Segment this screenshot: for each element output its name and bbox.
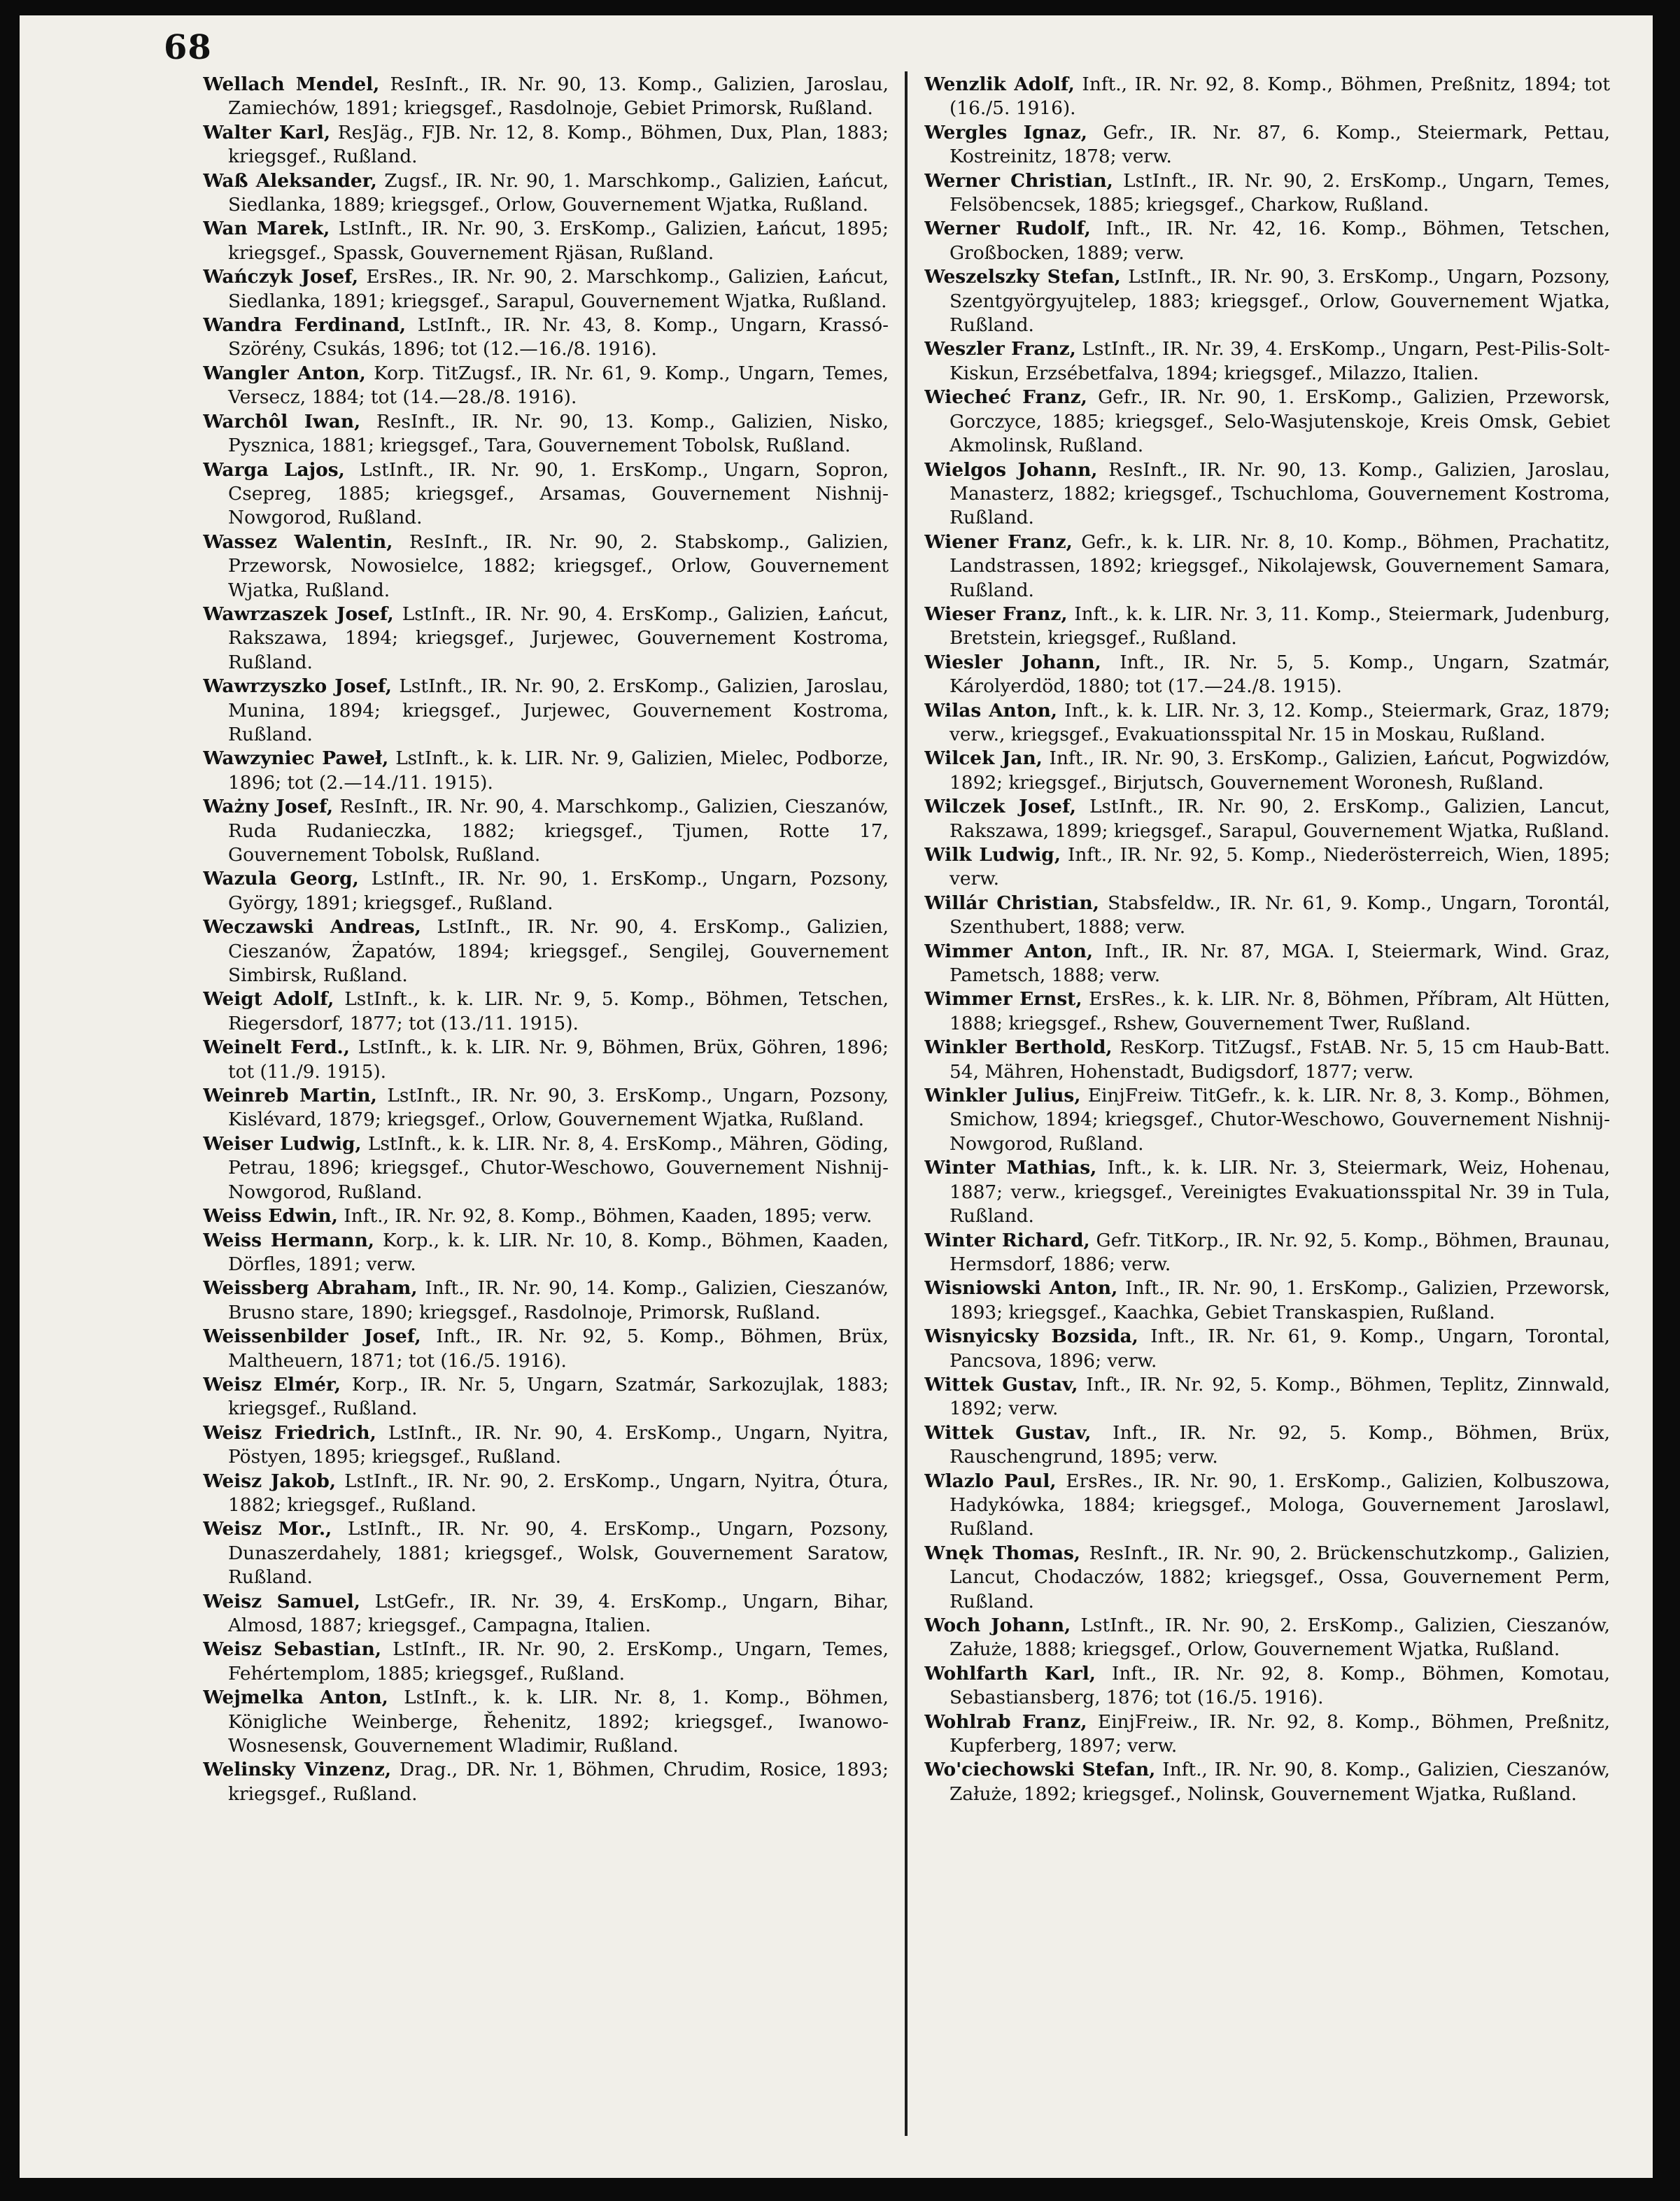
register-entry — [924, 1325, 1610, 1373]
entry-details: Inft., IR. Nr. 92, 5. Komp., Böhmen, Brüx, Rauschengrund, 1895; verw. — [950, 1421, 1610, 1468]
entry-name: Weiss Hermann, — [203, 1229, 374, 1251]
entry-name: Winter Mathias, — [924, 1157, 1097, 1179]
entry-name: Warga Lajos, — [203, 458, 345, 481]
register-entry — [203, 1686, 889, 1758]
right-column — [924, 73, 1610, 2137]
register-entry — [924, 843, 1610, 892]
entry-name: Weinelt Ferd., — [203, 1036, 350, 1059]
entry-name: Weigt Adolf, — [203, 988, 334, 1011]
register-entry — [203, 217, 889, 265]
entry-name: Weiss Edwin, — [203, 1205, 338, 1228]
entry-name: Waß Aleksander, — [203, 169, 377, 192]
entry-name: Wejmelka Anton, — [203, 1687, 388, 1709]
register-entry — [924, 458, 1610, 530]
entry-name: Ważny Josef, — [203, 796, 334, 818]
entry-details: LstInft., IR. Nr. 90, 2. ErsKomp., Galizien, Lancut, Rakszawa, 1899; kriegsgef., Sarapul, Gouvernement Wjatka, Rußland. — [950, 796, 1610, 842]
register-entry — [924, 265, 1610, 337]
register-entry — [203, 603, 889, 675]
entry-name: Winter Richard, — [924, 1229, 1090, 1251]
entry-name: Wiecheć Franz, — [924, 386, 1087, 409]
register-entry — [203, 169, 889, 218]
entry-details: Inft., IR. Nr. 90, 1. ErsKomp., Galizien, Przeworsk, 1893; kriegsgef., Kaachka, Gebiet Transkaspien, Rußland. — [950, 1277, 1610, 1323]
register-entry — [203, 1470, 889, 1518]
register-entry — [924, 1542, 1610, 1614]
entry-details: Inft., IR. Nr. 92, 5. Komp., Böhmen, Teplitz, Zinnwald, 1892; verw. — [950, 1373, 1610, 1420]
entry-details: Gefr., IR. Nr. 90, 1. ErsKomp., Galizien, Przeworsk, Gorczyce, 1885; kriegsgef., Selo-Wasjutenskoje, Kreis Omsk, Gebiet Akmolinsk, Rußland. — [950, 386, 1610, 457]
entry-details: Inft., IR. Nr. 42, 16. Komp., Böhmen, Tetschen, Großbocken, 1889; verw. — [950, 218, 1610, 264]
entry-name: Weisz Sebastian, — [203, 1638, 382, 1661]
register-entry — [924, 337, 1610, 386]
entry-details: Inft., IR. Nr. 90, 3. ErsKomp., Galizien, Łańcut, Pogwizdów, 1892; kriegsgef., Birjutsch, Gouvernement Woronesh, Rußland. — [950, 747, 1610, 794]
column-divider — [905, 71, 908, 2136]
entry-name: Wilas Anton, — [924, 699, 1057, 722]
register-entry — [924, 217, 1610, 265]
register-entry — [203, 458, 889, 530]
register-entry — [203, 265, 889, 314]
entry-details: ResInft., IR. Nr. 90, 2. Stabskomp., Galizien, Przeworsk, Nowosielce, 1882; kriegsgef., Orlow, Gouvernement Wjatka, Rußland. — [228, 530, 889, 601]
entry-name: Wielgos Johann, — [924, 458, 1098, 481]
register-entry — [924, 1156, 1610, 1228]
entry-details: Korp. TitZugsf., IR. Nr. 61, 9. Komp., Ungarn, Temes, Versecz, 1884; tot (14.—28./8. 1916). — [228, 362, 889, 409]
entry-details: LstInft., k. k. LIR. Nr. 9, Galizien, Mielec, Podborze, 1896; tot (2.—14./11. 1915). — [228, 747, 889, 794]
entry-name: Winkler Julius, — [924, 1085, 1081, 1107]
register-entry — [203, 410, 889, 458]
entry-name: Winkler Berthold, — [924, 1036, 1113, 1059]
register-entry — [203, 1229, 889, 1277]
register-entry — [203, 1325, 889, 1373]
entry-name: Wisniowski Anton, — [924, 1277, 1118, 1300]
entry-name: Wnęk Thomas, — [924, 1542, 1080, 1564]
entry-details: ErsRes., IR. Nr. 90, 1. ErsKomp., Galizien, Kolbuszowa, Hadykówka, 1884; kriegsgef., Mologa, Gouvernement Jaroslawl, Rußland. — [950, 1470, 1610, 1540]
entry-details: Inft., k. k. LIR. Nr. 3, 12. Komp., Steiermark, Graz, 1879; verw., kriegsgef., Evakuationsspital Nr. 15 in Moskau, Rußland. — [950, 699, 1610, 745]
register-entry — [924, 1710, 1610, 1759]
entry-details: Korp., IR. Nr. 5, Ungarn, Szatmár, Sarkozujlak, 1883; kriegsgef., Rußland. — [228, 1373, 889, 1420]
entry-name: Wimmer Anton, — [924, 940, 1094, 962]
entry-details: LstInft., IR. Nr. 90, 1. ErsKomp., Ungarn, Sopron, Csepreg, 1885; kriegsgef., Arsamas, Gouvernement Nishnij-Nowgorod, Rußland. — [228, 458, 889, 529]
entry-details: Inft., IR. Nr. 90, 14. Komp., Galizien, Cieszanów, Brusno stare, 1890; kriegsgef., Rasdolnoje, Primorsk, Rußland. — [228, 1277, 889, 1323]
entry-details: LstInft., IR. Nr. 43, 8. Komp., Ungarn, Krassó-Szörény, Csukás, 1896; tot (12.—16./8. 1916). — [228, 314, 889, 360]
entry-name: Wo'ciechowski Stefan, — [924, 1759, 1156, 1781]
entry-details: ResInft., IR. Nr. 90, 4. Marschkomp., Galizien, Cieszanów, Ruda Rudanieczka, 1882; kriegsgef., Tjumen, Rotte 17, Gouvernement Tobolsk, Rußland. — [228, 796, 889, 866]
register-entry — [203, 1638, 889, 1686]
entry-details: Korp., k. k. LIR. Nr. 10, 8. Komp., Böhmen, Kaaden, Dörfles, 1891; verw. — [228, 1229, 889, 1275]
register-entry — [203, 1084, 889, 1132]
register-entry — [203, 73, 889, 121]
entry-name: Woch Johann, — [924, 1615, 1071, 1636]
register-entry — [203, 1758, 889, 1806]
entry-name: Wazula Georg, — [203, 868, 359, 890]
register-entry — [924, 73, 1610, 121]
entry-name: Wawrzyszko Josef, — [203, 675, 392, 698]
entry-details: LstInft., IR. Nr. 90, 1. ErsKomp., Ungarn, Pozsony, György, 1891; kriegsgef., Rußland. — [228, 868, 889, 914]
entry-details: ResInft., IR. Nr. 90, 13. Komp., Galizien, Jaroslau, Zamiechów, 1891; kriegsgef., Rasdolnoje, Gebiet Primorsk, Rußland. — [228, 73, 889, 120]
register-entry — [924, 651, 1610, 699]
register-entry — [924, 892, 1610, 940]
entry-details: ResKorp. TitZugsf., FstAB. Nr. 5, 15 cm Haub-Batt. 54, Mähren, Hohenstadt, Budigsdorf, 1877; verw. — [950, 1036, 1610, 1083]
register-entry — [203, 530, 889, 603]
register-entry — [924, 699, 1610, 747]
entry-details: Inft., IR. Nr. 92, 5. Komp., Niederösterreich, Wien, 1895; verw. — [950, 844, 1610, 890]
entry-name: Weisz Friedrich, — [203, 1421, 376, 1444]
entry-details: ResJäg., FJB. Nr. 12, 8. Komp., Böhmen, Dux, Plan, 1883; kriegsgef., Rußland. — [228, 121, 889, 168]
register-entry — [203, 915, 889, 987]
entry-name: Werner Rudolf, — [924, 218, 1091, 240]
entry-details: Gefr., k. k. LIR. Nr. 8, 10. Komp., Böhmen, Prachatitz, Landstrassen, 1892; kriegsgef., Nikolajewsk, Gouvernement Samara, Rußland. — [950, 530, 1610, 601]
register-entry — [924, 386, 1610, 458]
entry-name: Wenzlik Adolf, — [924, 73, 1075, 95]
entry-details: LstInft., k. k. LIR. Nr. 9, Böhmen, Brüx, Göhren, 1896; tot (11./9. 1915). — [228, 1036, 889, 1083]
register-entry — [924, 1758, 1610, 1806]
register-entry — [203, 1421, 889, 1470]
register-entry — [924, 1036, 1610, 1084]
register-entry — [924, 1662, 1610, 1710]
register-entry — [924, 121, 1610, 169]
register-entry — [203, 1204, 889, 1228]
entry-details: Inft., IR. Nr. 92, 8. Komp., Böhmen, Preßnitz, 1894; tot (16./5. 1916). — [950, 73, 1610, 120]
entry-details: LstInft., k. k. LIR. Nr. 9, 5. Komp., Böhmen, Tetschen, Riegersdorf, 1877; tot (13./11. 1915). — [228, 988, 889, 1034]
document-page — [20, 15, 1653, 2178]
entry-name: Wlazlo Paul, — [924, 1470, 1057, 1492]
entry-details: Inft., IR. Nr. 92, 8. Komp., Böhmen, Kaaden, 1895; verw. — [337, 1205, 873, 1228]
entry-name: Weisz Samuel, — [203, 1590, 360, 1612]
register-entry — [203, 675, 889, 747]
entry-details: EinjFreiw., IR. Nr. 92, 8. Komp., Böhmen, Preßnitz, Kupferberg, 1897; verw. — [950, 1710, 1610, 1757]
page-number: 68 — [164, 28, 212, 67]
entry-name: Weszelszky Stefan, — [924, 266, 1121, 288]
entry-name: Wilcek Jan, — [924, 747, 1043, 770]
entry-name: Wisnyicsky Bozsida, — [924, 1325, 1138, 1348]
entry-name: Wassez Walentin, — [203, 530, 393, 553]
entry-details: LstGefr., IR. Nr. 39, 4. ErsKomp., Ungarn, Bihar, Almosd, 1887; kriegsgef., Campagna, Italien. — [228, 1590, 889, 1636]
entry-details: LstInft., IR. Nr. 90, 2. ErsKomp., Galizien, Cieszanów, Załuże, 1888; kriegsgef., Orlow, Gouvernement Wjatka, Rußland. — [950, 1615, 1610, 1661]
register-entry — [203, 121, 889, 169]
register-entry — [203, 1277, 889, 1325]
entry-details: LstInft., IR. Nr. 90, 3. ErsKomp., Galizien, Łańcut, 1895; kriegsgef., Spassk, Gouvernement Rjäsan, Rußland. — [228, 218, 889, 264]
entry-details: ErsRes., k. k. LIR. Nr. 8, Böhmen, Příbram, Alt Hütten, 1888; kriegsgef., Rshew, Gouvernement Twer, Rußland. — [950, 988, 1610, 1034]
entry-name: Welinsky Vinzenz, — [203, 1759, 392, 1781]
register-entry — [924, 1229, 1610, 1277]
entry-details: LstInft., IR. Nr. 90, 2. ErsKomp., Galizien, Jaroslau, Munina, 1894; kriegsgef., Jurjewec, Gouvernement Kostroma, Rußland. — [228, 675, 889, 745]
register-entry — [924, 1277, 1610, 1325]
entry-name: Wittek Gustav, — [924, 1373, 1078, 1395]
entry-details: Inft., IR. Nr. 87, MGA. I, Steiermark, Wind. Graz, Pametsch, 1888; verw. — [950, 940, 1610, 987]
entry-name: Wiener Franz, — [924, 530, 1073, 553]
entry-details: ResInft., IR. Nr. 90, 13. Komp., Galizien, Jaroslau, Manasterz, 1882; kriegsgef., Tschuchloma, Gouvernement Kostroma, Rußland. — [950, 458, 1610, 529]
entry-details: Inft., IR. Nr. 61, 9. Komp., Ungarn, Torontal, Pancsova, 1896; verw. — [950, 1325, 1610, 1372]
entry-details: LstInft., k. k. LIR. Nr. 8, 4. ErsKomp., Mähren, Göding, Petrau, 1896; kriegsgef., Chutor-Weschowo, Gouvernement Nishnij-Nowgorod, Rußland. — [228, 1132, 889, 1203]
entry-details: Gefr. TitKorp., IR. Nr. 92, 5. Komp., Böhmen, Braunau, Hermsdorf, 1886; verw. — [950, 1229, 1610, 1275]
entry-name: Wergles Ignaz, — [924, 121, 1087, 143]
entry-name: Willár Christian, — [924, 892, 1099, 914]
register-entry — [203, 1517, 889, 1589]
entry-name: Warchôl Iwan, — [203, 410, 361, 433]
entry-name: Wohlfarth Karl, — [924, 1662, 1096, 1685]
entry-name: Weisz Mor., — [203, 1518, 332, 1540]
entry-details: LstInft., IR. Nr. 39, 4. ErsKomp., Ungarn, Pest-Pilis-Solt-Kiskun, Erzsébetfalva, 1894; kriegsgef., Milazzo, Italien. — [950, 338, 1610, 384]
entry-details: Inft., IR. Nr. 92, 5. Komp., Böhmen, Brüx, Maltheuern, 1871; tot (16./5. 1916). — [228, 1325, 889, 1372]
entry-name: Wańczyk Josef, — [203, 266, 359, 288]
register-entry — [203, 1590, 889, 1638]
entry-details: Inft., IR. Nr. 90, 8. Komp., Galizien, Cieszanów, Załuże, 1892; kriegsgef., Nolinsk, Gouvernement Wjatka, Rußland. — [950, 1759, 1610, 1805]
entry-name: Weisz Jakob, — [203, 1470, 337, 1492]
entry-details: ResInft., IR. Nr. 90, 2. Brückenschutzkomp., Galizien, Lancut, Chodaczów, 1882; kriegsgef., Ossa, Gouvernement Perm, Rußland. — [950, 1542, 1610, 1612]
entry-details: Zugsf., IR. Nr. 90, 1. Marschkomp., Galizien, Łańcut, Siedlanka, 1889; kriegsgef., Orlow, Gouvernement Wjatka, Rußland. — [228, 169, 889, 216]
entry-name: Wellach Mendel, — [203, 73, 380, 95]
entry-name: Weczawski Andreas, — [203, 916, 421, 938]
register-entry — [203, 362, 889, 410]
register-entry — [924, 795, 1610, 843]
register-entry — [924, 603, 1610, 651]
register-entry — [924, 940, 1610, 988]
register-entry — [203, 1373, 889, 1421]
entry-details: Inft., k. k. LIR. Nr. 3, Steiermark, Weiz, Hohenau, 1887; verw., kriegsgef., Vereinigtes Evakuationsspital Nr. 39 in Tula, Rußland. — [950, 1157, 1610, 1228]
register-entry — [924, 530, 1610, 603]
entry-name: Weszler Franz, — [924, 338, 1076, 360]
entry-name: Weinreb Martin, — [203, 1085, 377, 1107]
entry-details: ErsRes., IR. Nr. 90, 2. Marschkomp., Galizien, Łańcut, Siedlanka, 1891; kriegsgef., Sarapul, Gouvernement Wjatka, Rußland. — [228, 266, 889, 312]
entry-name: Weissenbilder Josef, — [203, 1325, 421, 1348]
entry-name: Wiesler Johann, — [924, 651, 1101, 673]
entry-name: Wohlrab Franz, — [924, 1710, 1087, 1733]
entry-details: LstInft., IR. Nr. 90, 4. ErsKomp., Galizien, Łańcut, Rakszawa, 1894; kriegsgef., Jurjewec, Gouvernement Kostroma, Rußland. — [228, 603, 889, 673]
register-entry — [924, 987, 1610, 1036]
entry-name: Wilczek Josef, — [924, 796, 1076, 818]
register-entry — [924, 1084, 1610, 1156]
entry-name: Wawzyniec Paweł, — [203, 747, 389, 770]
register-entry — [203, 1036, 889, 1084]
entry-details: Inft., IR. Nr. 5, 5. Komp., Ungarn, Szatmár, Károlyerdöd, 1880; tot (17.—24./8. 1915). — [950, 651, 1610, 698]
entry-details: Inft., IR. Nr. 92, 8. Komp., Böhmen, Komotau, Sebastiansberg, 1876; tot (16./5. 1916). — [950, 1662, 1610, 1709]
left-column — [203, 73, 889, 2137]
entry-details: Inft., k. k. LIR. Nr. 3, 11. Komp., Steiermark, Judenburg, Bretstein, kriegsgef., Rußland. — [950, 603, 1610, 649]
entry-name: Wandra Ferdinand, — [203, 314, 407, 337]
register-entry — [203, 314, 889, 362]
entry-name: Wan Marek, — [203, 218, 330, 240]
entry-details: LstInft., IR. Nr. 90, 2. ErsKomp., Ungarn, Nyitra, Ótura, 1882; kriegsgef., Rußland. — [228, 1470, 889, 1516]
entry-name: Weisz Elmér, — [203, 1373, 341, 1395]
register-entry — [924, 1421, 1610, 1470]
entry-name: Wilk Ludwig, — [924, 844, 1061, 866]
entry-name: Wieser Franz, — [924, 603, 1068, 625]
entry-name: Wimmer Ernst, — [924, 988, 1082, 1011]
entry-name: Wawrzaszek Josef, — [203, 603, 394, 625]
register-entry — [203, 1132, 889, 1204]
register-entry — [924, 1470, 1610, 1542]
entry-details: LstInft., k. k. LIR. Nr. 8, 1. Komp., Böhmen, Königliche Weinberge, Řehenitz, 1892; kriegsgef., Iwanowo-Wosnesensk, Gouvernement Wladimir, Rußland. — [228, 1687, 889, 1757]
entry-details: LstInft., IR. Nr. 90, 4. ErsKomp., Ungarn, Pozsony, Dunaszerdahely, 1881; kriegsgef., Wolsk, Gouvernement Saratow, Rußland. — [228, 1518, 889, 1589]
entry-name: Wittek Gustav, — [924, 1421, 1092, 1444]
register-entry — [203, 867, 889, 915]
entry-details: LstInft., IR. Nr. 90, 2. ErsKomp., Ungarn, Temes, Fehértemplom, 1885; kriegsgef., Rußland. — [228, 1638, 889, 1685]
entry-details: ResInft., IR. Nr. 90, 13. Komp., Galizien, Nisko, Pysznica, 1881; kriegsgef., Tara, Gouvernement Tobolsk, Rußland. — [228, 410, 889, 457]
entry-details: LstInft., IR. Nr. 90, 2. ErsKomp., Ungarn, Temes, Felsöbencsek, 1885; kriegsgef., Charkow, Rußland. — [950, 169, 1610, 216]
entry-details: Stabsfeldw., IR. Nr. 61, 9. Komp., Ungarn, Torontál, Szenthubert, 1888; verw. — [950, 892, 1610, 938]
register-entry — [924, 169, 1610, 218]
entry-details: LstInft., IR. Nr. 90, 4. ErsKomp., Galizien, Cieszanów, Żapatów, 1894; kriegsgef., Sengilej, Gouvernement Simbirsk, Rußland. — [228, 916, 889, 987]
entry-details: Drag., DR. Nr. 1, Böhmen, Chrudim, Rosice, 1893; kriegsgef., Rußland. — [228, 1759, 889, 1805]
entry-details: LstInft., IR. Nr. 90, 4. ErsKomp., Ungarn, Nyitra, Pöstyen, 1895; kriegsgef., Rußland. — [228, 1421, 889, 1468]
entry-details: LstInft., IR. Nr. 90, 3. ErsKomp., Ungarn, Pozsony, Kislévard, 1879; kriegsgef., Orlow, Gouvernement Wjatka, Rußland. — [228, 1085, 889, 1131]
register-entry — [203, 747, 889, 795]
entry-name: Werner Christian, — [924, 169, 1113, 192]
entry-name: Wangler Anton, — [203, 362, 366, 384]
entry-details: Gefr., IR. Nr. 87, 6. Komp., Steiermark, Pettau, Kostreinitz, 1878; verw. — [950, 121, 1610, 168]
entry-name: Walter Karl, — [203, 121, 331, 143]
entry-name: Weiser Ludwig, — [203, 1132, 362, 1155]
entry-details: EinjFreiw. TitGefr., k. k. LIR. Nr. 8, 3. Komp., Böhmen, Smichow, 1894; kriegsgef., Chutor-Weschowo, Gouvernement Nishnij-Nowgorod, Rußland. — [950, 1085, 1610, 1155]
register-entry — [924, 1373, 1610, 1421]
entry-name: Weissberg Abraham, — [203, 1277, 418, 1300]
register-entry — [924, 1614, 1610, 1662]
register-entry — [203, 795, 889, 867]
register-entry — [924, 747, 1610, 795]
entry-details: LstInft., IR. Nr. 90, 3. ErsKomp., Ungarn, Pozsony, Szentgyörgyujtelep, 1883; kriegsgef., Orlow, Gouvernement Wjatka, Rußland. — [950, 266, 1610, 337]
register-entry — [203, 987, 889, 1036]
